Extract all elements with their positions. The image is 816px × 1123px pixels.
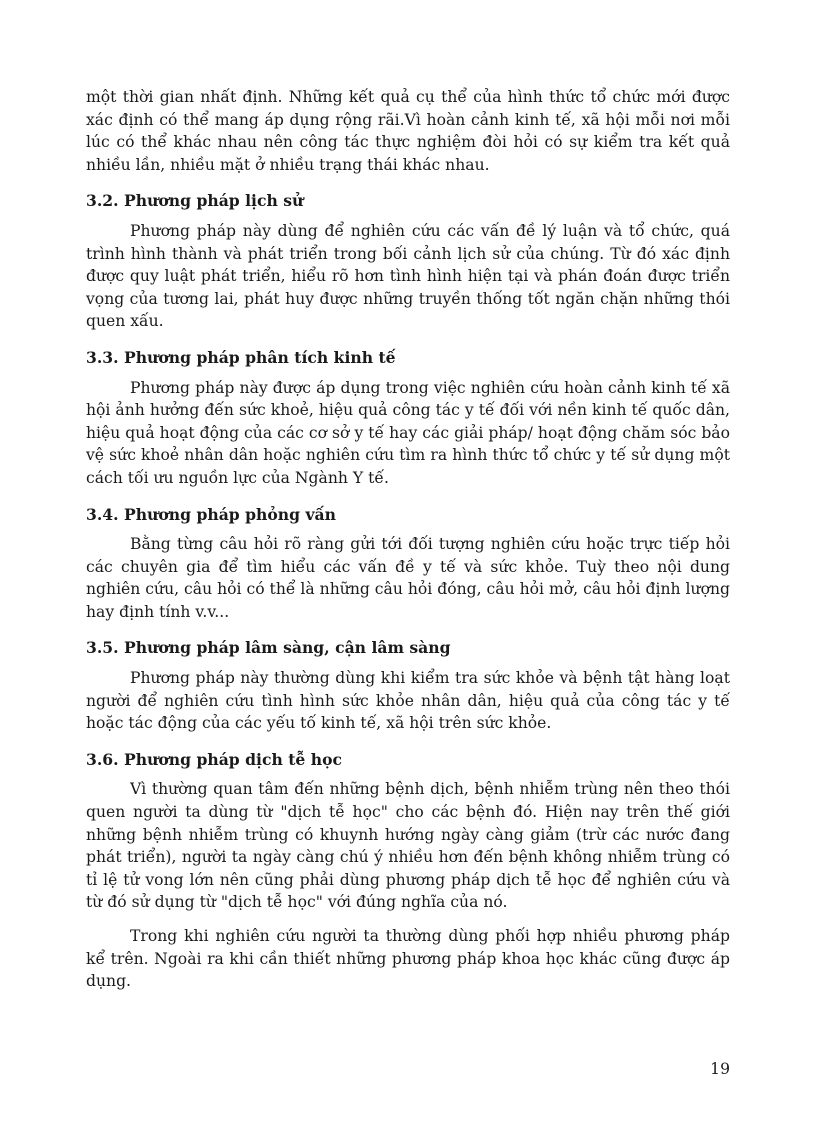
- intro-paragraph: một thời gian nhất định. Những kết quả cụ thể của hình thức tổ chức mới được xác định có thể mang áp dụng rộng rãi.Vì hoàn cảnh kinh tế, xã hội mỗi nơi mỗi lúc có thể khác nhau nên công tác thực nghiệm đòi hỏi có sự kiểm tra kết quả nhiều lần, nhiều mặt ở nhiều trạng thái khác nhau.: [86, 88, 730, 174]
- closing-paragraph: Trong khi nghiên cứu người ta thường dùng phối hợp nhiều phương pháp kể trên. Ngoài ra khi cần thiết những phương pháp khoa học khác cũng được áp dụng.: [86, 927, 730, 991]
- section-3-6: [86, 749, 730, 993]
- section-3-2: [86, 190, 730, 333]
- section-heading: 3.2. Phương pháp lịch sử: [86, 191, 304, 211]
- section-paragraph: Phương pháp này được áp dụng trong việc nghiên cứu hoàn cảnh kinh tế xã hội ảnh hưởng đến sức khoẻ, hiệu quả công tác y tế đối với nền kinh tế quốc dân, hiệu quả hoạt động của các cơ sở y tế hay các giải pháp/ hoạt động chăm sóc bảo vệ sức khoẻ nhân dân hoặc nghiên cứu tìm ra hình thức tổ chức y tế sử dụng một cách tối ưu nguồn lực của Ngành Y tế.: [86, 378, 730, 487]
- section-heading: 3.4. Phương pháp phỏng vấn: [86, 504, 336, 524]
- page-content: [86, 86, 730, 993]
- section-3-4: [86, 504, 730, 624]
- section-paragraph: Phương pháp này thường dùng khi kiểm tra sức khỏe và bệnh tật hàng loạt người để nghiên cứu tình hình sức khỏe nhân dân, hiệu quả của công tác y tế hoặc tác động của các yếu tố kinh tế, xã hội trên sức khỏe.: [86, 669, 730, 733]
- page-number: 19: [710, 1060, 730, 1078]
- section-heading: 3.5. Phương pháp lâm sàng, cận lâm sàng: [86, 638, 451, 658]
- section-heading: 3.3. Phương pháp phân tích kinh tế: [86, 347, 396, 367]
- section-paragraph: Phương pháp này dùng để nghiên cứu các vấn đề lý luận và tổ chức, quá trình hình thành và phát triển trong bối cảnh lịch sử của chúng. Từ đó xác định được quy luật phát triển, hiểu rõ hơn tình hình hiện tại và phán đoán được triển vọng của tương lai, phát huy được những truyền thống tốt ngăn chặn những thói quen xấu.: [86, 221, 730, 331]
- section-heading: 3.6. Phương pháp dịch tễ học: [86, 749, 343, 769]
- section-paragraph: Vì thường quan tâm đến những bệnh dịch, bệnh nhiễm trùng nên theo thói quen người ta dùng từ "dịch tễ học" cho các bệnh đó. Hiện nay trên thế giới những bệnh nhiễm trùng có khuynh hướng ngày càng giảm (trừ các nước đang phát triển), người ta ngày càng chú ý nhiều hơn đến bệnh không nhiễm trùng có tỉ lệ tử vong lớn nên cũng phải dùng phương pháp dịch tễ học để nghiên cứu và từ đó sử dụng từ "dịch tễ học" với đúng nghĩa của nó.: [86, 780, 730, 912]
- section-paragraph: Bằng từng câu hỏi rõ ràng gửi tới đối tượng nghiên cứu hoặc trực tiếp hỏi các chuyên gia để tìm hiểu các vấn đề y tế và sức khỏe. Tuỳ theo nội dung nghiên cứu, câu hỏi có thể là những câu hỏi đóng, câu hỏi mở, câu hỏi định lượng hay định tính v.v...: [86, 535, 730, 621]
- section-3-3: [86, 347, 730, 490]
- section-3-5: [86, 637, 730, 734]
